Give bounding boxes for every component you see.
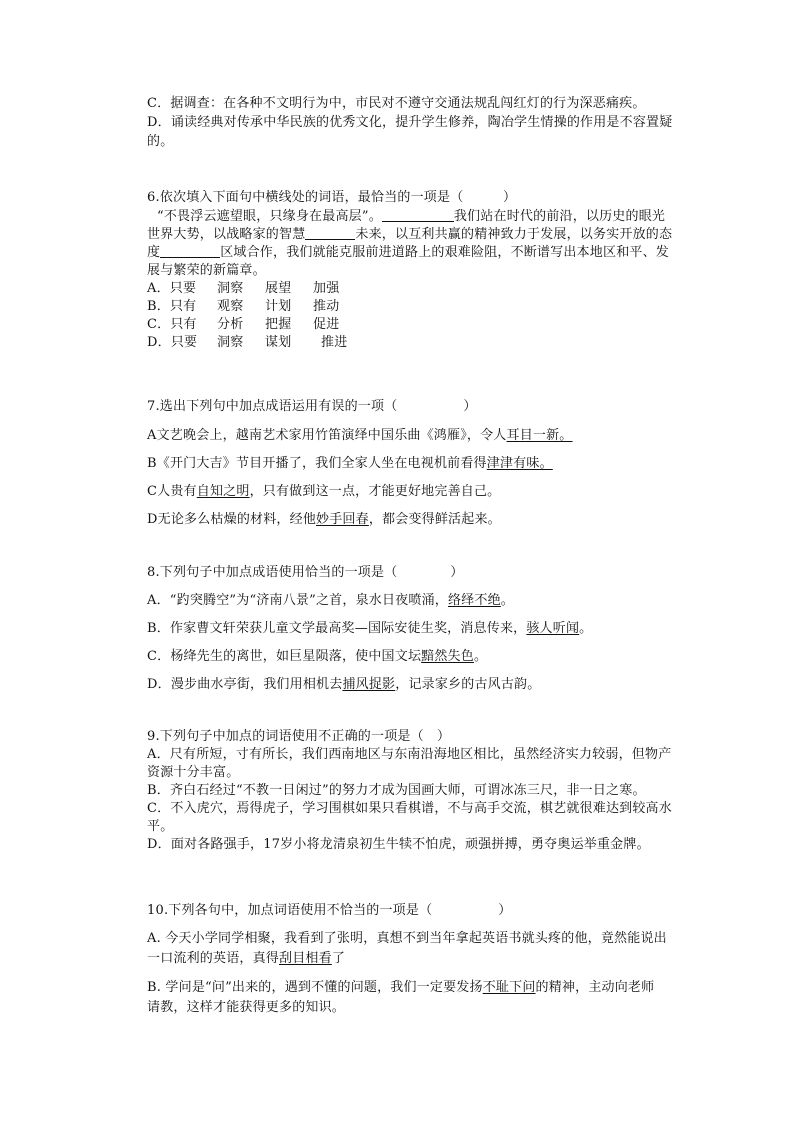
- q9-option-a-line1: A．尺有所短，寸有所长，我们西南地区与东南沿海地区相比，虽然经济实力较弱，但物产: [147, 747, 672, 762]
- q8-option-text: C．杨绛先生的离世，如巨星陨落，使中国文坛: [147, 649, 422, 664]
- q9-option-b: B．齐白石经过“不教一日闲过”的努力才成为国画大师，可谓冰冻三尺，非一日之寒。: [147, 783, 646, 798]
- q7-option-a: [147, 427, 573, 445]
- prev-option-d-line1: D．诵读经典对传承中华民族的优秀文化，提升学生修养，陶冶学生情操的作用是不容置疑: [147, 115, 673, 130]
- q10-option-text: 了: [331, 951, 346, 966]
- q6-option-text: 洞察: [217, 281, 244, 296]
- q8-option-text: D．漫步曲水亭街，我们用相机去: [147, 677, 343, 692]
- q7-idiom-a: 耳目一新。: [506, 428, 573, 443]
- q6-passage-line4: 展与繁荣的新篇章。: [147, 263, 266, 278]
- q7-option-text: A文艺晚会上，越南艺术家用竹笛演绎中国乐曲《鸿雁》，令人: [147, 428, 507, 443]
- q7-option-b: [147, 455, 553, 473]
- q7-option-text: ，只有做到这一点，才能更好地完善自己。: [249, 484, 501, 499]
- q8-option-text: 。: [473, 649, 488, 664]
- q6-option-text: 促进: [313, 317, 340, 332]
- q6-passage-text: 度: [147, 245, 161, 260]
- q6-option-text: 观察: [217, 299, 244, 314]
- q6-passage-line1: [157, 208, 665, 226]
- q8-idiom-c: 黯然失色: [421, 649, 474, 664]
- q8-idiom-b: 骇人听闻: [526, 621, 580, 636]
- prev-option-d-line2: 的。: [147, 134, 174, 149]
- q8-idiom-d: 捕风捉影: [342, 677, 396, 692]
- q6-option-text: 推动: [313, 299, 340, 314]
- q6-stem: 6.依次填入下面句中横线处的词语，最恰当的一项是（ ）: [147, 190, 517, 205]
- q6-option-text: B．只有: [147, 299, 197, 314]
- q10-option-text: 的精神，主动向老师: [535, 980, 655, 995]
- q6-passage-line3: [147, 244, 669, 262]
- q9-option-a-line2: 资源十分丰富。: [147, 765, 240, 780]
- q6-option-text: 分析: [217, 317, 244, 332]
- q7-option-c: [147, 483, 500, 501]
- q6-passage-text: 区域合作，我们就能克服前进道路上的艰难险阻，不断谱写出本地区和平、发: [220, 245, 670, 260]
- q10-option-b-line1: [147, 979, 654, 997]
- q6-option-text: D．只要: [147, 335, 198, 350]
- q9-option-d: D．面对各路强手，17岁小将龙清泉初生牛犊不怕虎，顽强拼搏，勇夺奥运举重金牌。: [147, 837, 650, 852]
- q6-option-a: [147, 280, 339, 298]
- q6-option-text: C．只有: [147, 317, 197, 332]
- q10-stem: 10.下列各句中，加点词语使用不恰当的一项是（ ）: [147, 903, 512, 918]
- q6-passage-text: 未来，以互利共赢的精神致力于发展，以务实开放的态: [355, 227, 673, 242]
- q6-option-text: 计划: [265, 299, 292, 314]
- q7-option-d: [147, 511, 501, 529]
- q8-option-d: [147, 676, 540, 694]
- q8-option-text: 。: [500, 593, 514, 608]
- q8-option-text: B．作家曹文轩荣获儿童文学最高奖—国际安徒生奖，消息传来，: [147, 621, 527, 636]
- q10-option-text: 一口流利的英语，真得: [147, 951, 280, 966]
- q7-option-text: ，都会变得鲜活起来。: [368, 512, 501, 527]
- q7-stem: 7.选出下列句中加点成语运用有误的一项（ ）: [147, 399, 477, 414]
- q6-option-text: 展望: [265, 281, 292, 296]
- q6-option-d: [147, 334, 347, 352]
- q10-option-a-line2: [147, 950, 345, 968]
- q6-option-text: 洞察: [217, 335, 244, 350]
- q10-idiom-a: 刮目相看: [279, 951, 332, 966]
- q9-option-c-line1: C．不入虎穴，焉得虎子，学习围棋如果只看棋谱，不与高手交流，棋艺就很难达到较高水: [147, 801, 672, 816]
- q6-blank-1: [382, 208, 454, 222]
- q8-option-text: 。: [579, 621, 593, 636]
- q6-option-text: 谋划: [265, 335, 292, 350]
- q9-stem: 9.下列句子中加点的词语使用不正确的一项是（ ）: [147, 729, 451, 744]
- q7-idiom-c: 自知之明: [196, 484, 250, 499]
- q6-option-c: [147, 316, 339, 334]
- q6-passage-text: 世界大势，以战略家的智慧: [147, 227, 306, 242]
- q8-idiom-a: 络绎不绝: [447, 593, 501, 608]
- q7-option-text: C人贵有: [147, 484, 197, 499]
- q8-stem: 8.下列句子中加点成语使用恰当的一项是（ ）: [147, 565, 464, 580]
- q7-idiom-b: 津津有味。: [486, 456, 553, 471]
- q6-passage-text: 我们站在时代的前沿，以历史的眼光: [453, 209, 666, 224]
- q6-option-text: A．只要: [147, 281, 197, 296]
- q8-option-a: [147, 592, 514, 610]
- q8-option-b: [147, 620, 592, 638]
- q8-option-text: A．“趵突腾空”为“济南八景”之首，泉水日夜喷涌，: [147, 593, 448, 608]
- q6-passage-text: “不畏浮云遮望眼，只缘身在最高层”。: [157, 209, 382, 224]
- q7-option-text: D无论多么枯燥的材料，经他: [147, 512, 317, 527]
- q6-option-text: 加强: [313, 281, 340, 296]
- q8-option-c: [147, 648, 487, 666]
- q6-passage-line2: [147, 226, 672, 244]
- q6-option-text: 把握: [265, 317, 292, 332]
- prev-option-c: C．据调查：在各种不文明行为中，市民对不遵守交通法规乱闯红灯的行为深恶痛疾。: [147, 96, 646, 111]
- q7-option-text: B《开门大吉》节目开播了，我们全家人坐在电视机前看得: [147, 456, 487, 471]
- q7-idiom-d: 妙手回春: [316, 512, 369, 527]
- q6-blank-2: [305, 226, 355, 240]
- q6-blank-3: [160, 244, 220, 258]
- q10-option-text: B. 学问是“问”出来的，遇到不懂的问题，我们一定要发扬: [147, 980, 483, 995]
- q8-option-text: ，记录家乡的古风古韵。: [395, 677, 541, 692]
- q6-option-b: [147, 298, 339, 316]
- q10-option-b-line2: 请教，这样才能获得更多的知识。: [147, 1000, 346, 1015]
- q9-option-c-line2: 平。: [147, 819, 174, 834]
- q10-idiom-b: 不耻下问: [482, 980, 536, 995]
- q10-option-a-line1: A. 今天小学同学相聚，我看到了张明，真想不到当年拿起英语书就头疼的他，竟然能说出: [147, 931, 667, 946]
- q6-option-text: 推进: [321, 335, 348, 350]
